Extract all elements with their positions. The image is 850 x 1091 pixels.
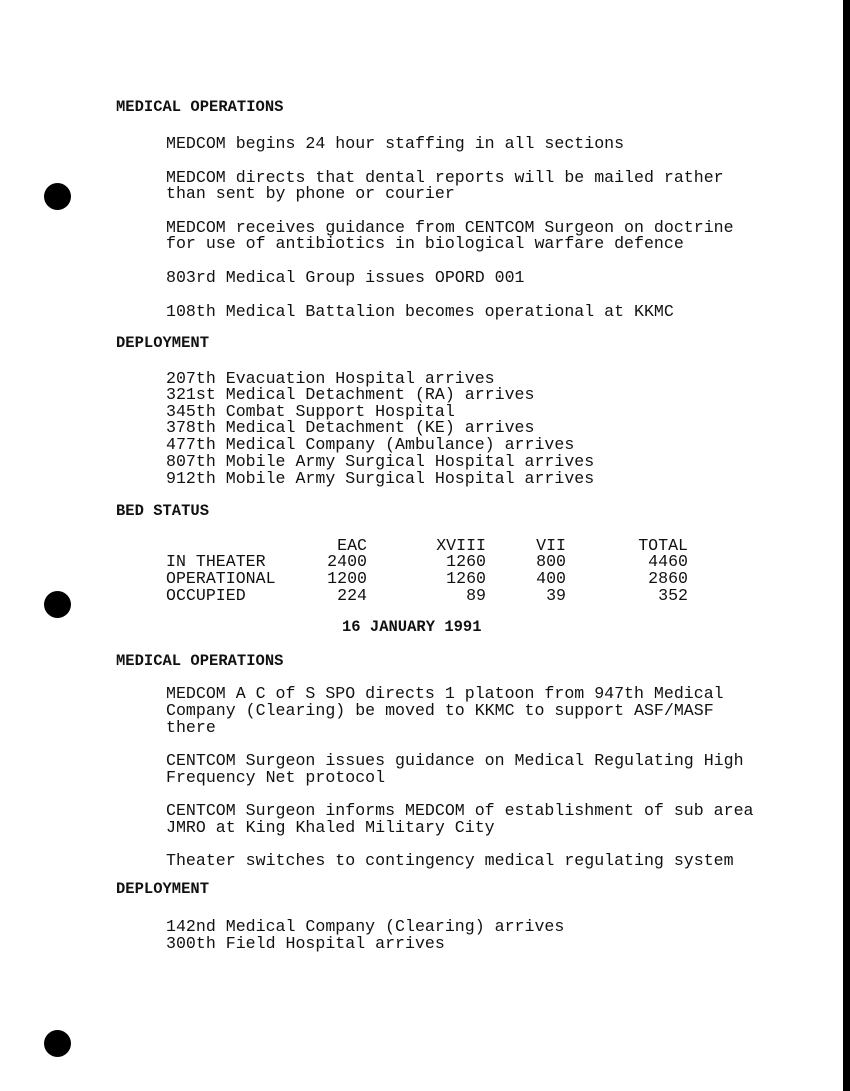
deployment-item: 142nd Medical Company (Clearing) arrives [166,917,565,936]
section-heading: DEPLOYMENT [116,334,210,352]
entry-line: Theater switches to contingency medical regulating system [166,851,734,870]
row-label: IN THEATER [166,552,266,571]
entry-line: 803rd Medical Group issues OPORD 001 [166,268,525,287]
entry-line: MEDCOM begins 24 hour staffing in all sections [166,134,625,153]
entry-line: 108th Medical Battalion becomes operational at KKMC [166,302,674,321]
deployment-item: 477th Medical Company (Ambulance) arrives [166,435,575,454]
table-cell: 800 [536,552,566,571]
deployment-item: 321st Medical Detachment (RA) arrives [166,385,535,404]
table-cell: 400 [536,569,566,588]
deployment-item: 300th Field Hospital arrives [166,934,445,953]
section-heading: DEPLOYMENT [116,880,210,898]
entry-line: JMRO at King Khaled Military City [166,818,495,837]
date-heading: 16 JANUARY 1991 [342,618,482,636]
row-label: OPERATIONAL [166,569,276,588]
deployment-item: 207th Evacuation Hospital arrives [166,369,495,388]
table-cell: 89 [466,586,486,605]
entry-line: MEDCOM A C of S SPO directs 1 platoon from 947th Medical [166,684,724,703]
deployment-item: 912th Mobile Army Surgical Hospital arrives [166,469,595,488]
binder-hole-icon [44,591,71,618]
column-header: VII [536,536,566,555]
row-label: OCCUPIED [166,586,246,605]
deployment-item: 807th Mobile Army Surgical Hospital arrives [166,452,595,471]
column-header: XVIII [436,536,486,555]
table-cell: 224 [337,586,367,605]
table-cell: 1260 [446,569,486,588]
deployment-item: 378th Medical Detachment (KE) arrives [166,418,535,437]
entry-line: for use of antibiotics in biological warfare defence [166,234,684,253]
table-cell: 39 [546,586,566,605]
entry-line: CENTCOM Surgeon issues guidance on Medical Regulating High [166,751,744,770]
entry-line: MEDCOM receives guidance from CENTCOM Surgeon on doctrine [166,218,734,237]
entry-line: MEDCOM directs that dental reports will be mailed rather [166,168,724,187]
table-cell: 2860 [648,569,688,588]
entry-line: than sent by phone or courier [166,184,455,203]
table-cell: 352 [658,586,688,605]
column-header: EAC [337,536,367,555]
table-cell: 4460 [648,552,688,571]
entry-line: there [166,718,216,737]
entry-line: CENTCOM Surgeon informs MEDCOM of establishment of sub area [166,801,754,820]
entry-line: Company (Clearing) be moved to KKMC to support ASF/MASF [166,701,714,720]
entry-line: Frequency Net protocol [166,768,386,787]
deployment-item: 345th Combat Support Hospital [166,402,455,421]
section-heading: BED STATUS [116,502,210,520]
column-header: TOTAL [638,536,688,555]
binder-hole-icon [44,1030,71,1057]
binder-hole-icon [44,183,71,210]
section-heading: MEDICAL OPERATIONS [116,652,284,670]
table-cell: 1200 [327,569,367,588]
page-edge-bar [843,0,850,1091]
table-cell: 1260 [446,552,486,571]
section-heading: MEDICAL OPERATIONS [116,98,284,116]
table-cell: 2400 [327,552,367,571]
